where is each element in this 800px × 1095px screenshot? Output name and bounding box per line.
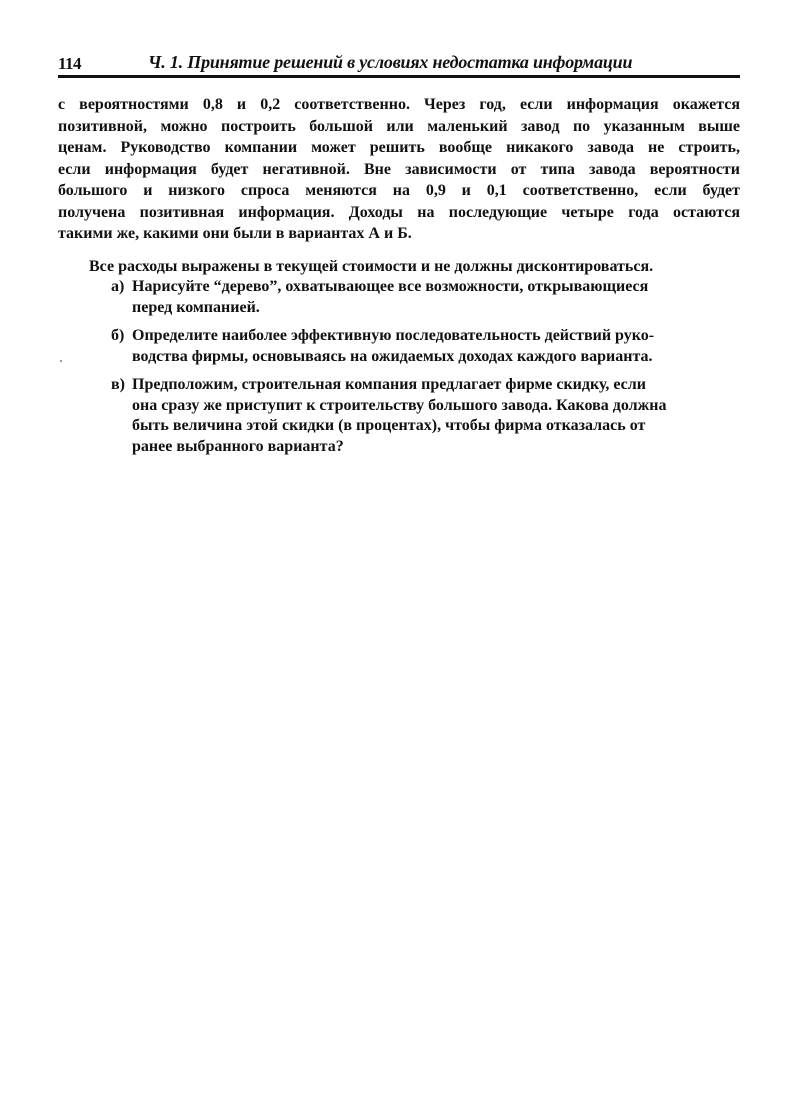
task-item-c	[89, 375, 749, 457]
page-number: 114	[58, 54, 82, 73]
paragraph-line: позитивной, можно построить большой или маленький завод по указанным выше	[58, 117, 740, 135]
tasks-intro: Все расходы выражены в текущей стоимости и не должны дисконтироваться.	[89, 258, 654, 275]
paragraph-line: если информация будет негативной. Вне зависимости от типа завода вероятности	[58, 160, 740, 178]
body-paragraph	[58, 94, 740, 245]
task-line: Нарисуйте “дерево”, охватывающее все возможности, открывающиеся	[132, 278, 649, 295]
task-list	[89, 277, 749, 465]
task-line: Предположим, строительная компания предлагает фирме скидку, если	[132, 376, 646, 393]
header-rule	[58, 75, 740, 78]
scan-artifact	[60, 360, 62, 362]
page-header	[58, 52, 740, 76]
paragraph-line: с вероятностями 0,8 и 0,2 соответственно. Через год, если информация окажется	[58, 96, 740, 113]
task-line: она сразу же приступит к строительству большого завода. Какова должна	[132, 396, 667, 414]
task-line: Определите наиболее эффективную последовательность действий руко-	[132, 327, 655, 344]
task-marker: а)	[111, 278, 125, 295]
task-text	[132, 326, 749, 367]
task-marker: б)	[111, 327, 125, 344]
task-line: водства фирмы, основываясь на ожидаемых доходах каждого варианта.	[132, 347, 653, 365]
paragraph-line: большого и низкого спроса меняются на 0,9 и 0,1 соответственно, если будет	[58, 182, 740, 199]
task-marker: в)	[111, 376, 125, 393]
task-item-b	[89, 326, 749, 367]
task-text	[132, 277, 749, 318]
task-line: перед компанией.	[132, 298, 260, 316]
task-line: ранее выбранного варианта?	[132, 437, 344, 455]
task-item-a	[89, 277, 749, 318]
running-head: Ч. 1. Принятие решений в условиях недостатка информации	[148, 52, 633, 72]
paragraph-line: ценам. Руководство компании может решить вообще никакого завода не строить,	[58, 139, 740, 156]
task-line: быть величина этой скидки (в процентах), чтобы фирма отказалась от	[132, 417, 646, 434]
paragraph-line: такими же, какими они были в вариантах А и Б.	[58, 225, 412, 242]
task-text	[132, 375, 749, 457]
paragraph-line: получена позитивная информация. Доходы на последующие четыре года остаются	[58, 203, 740, 221]
